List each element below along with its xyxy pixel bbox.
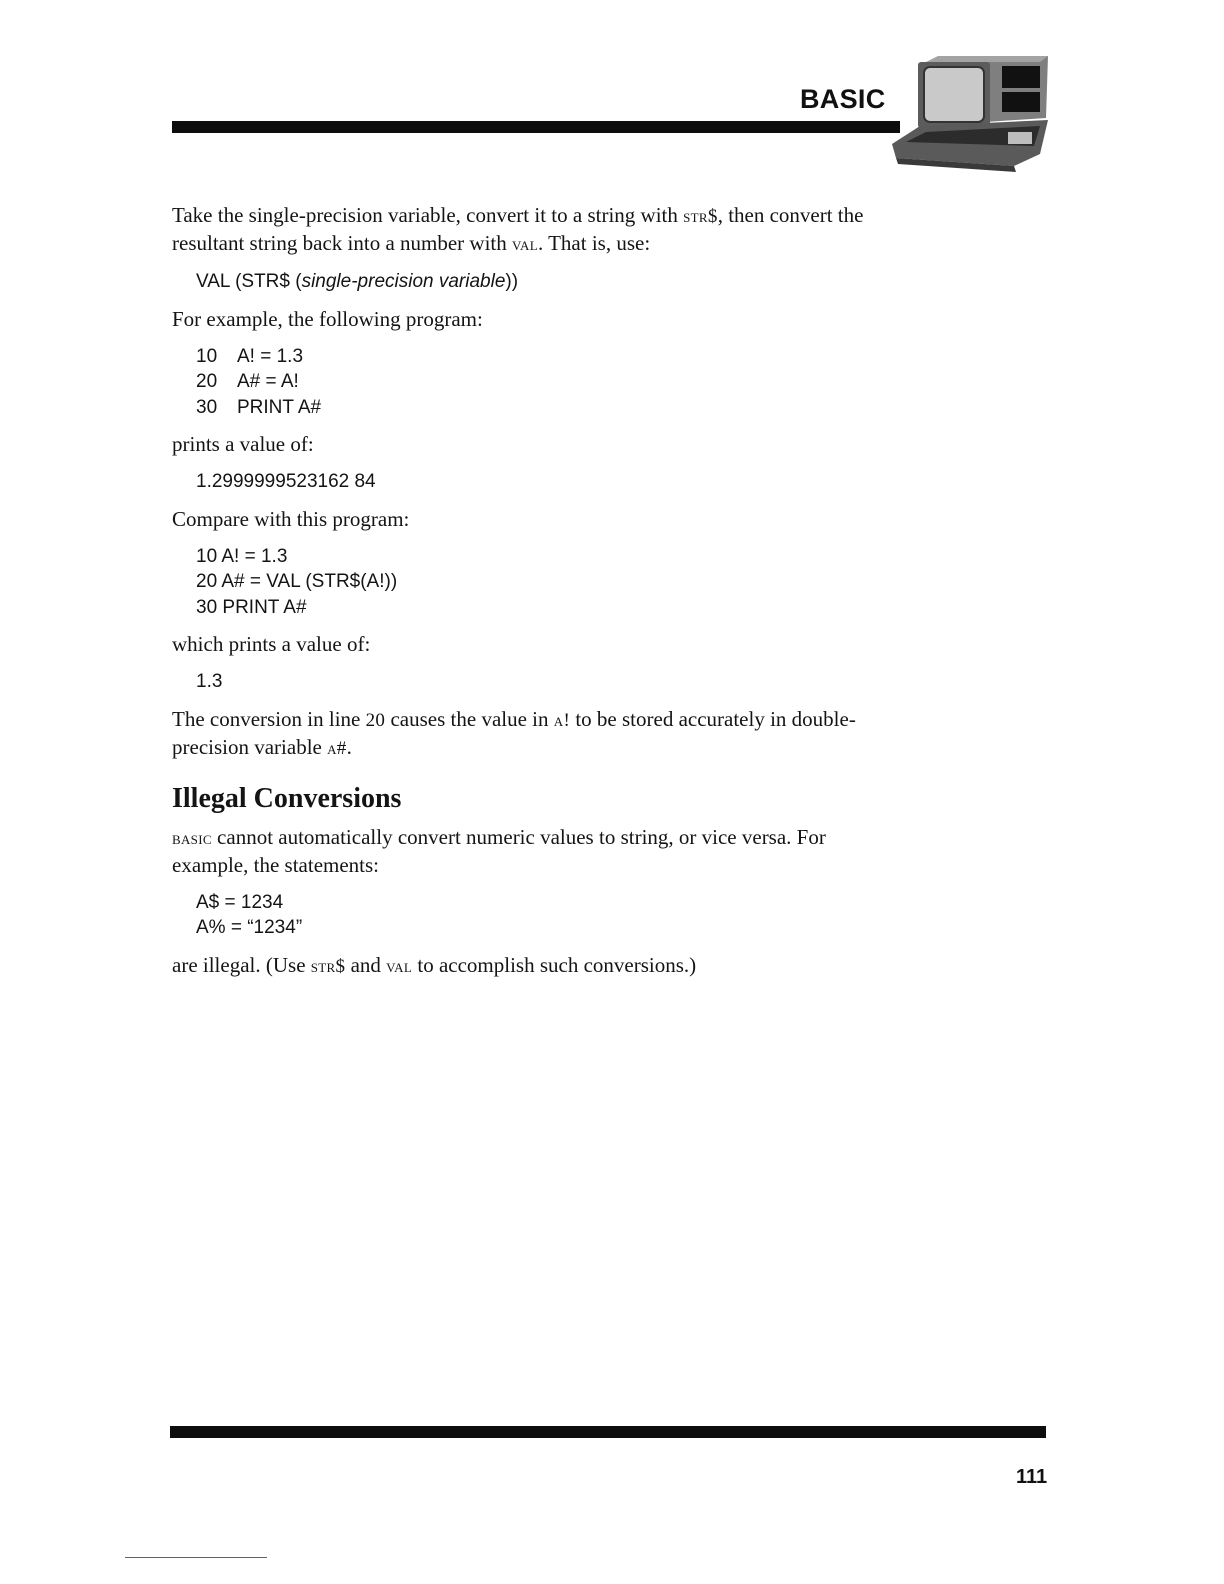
example1-result: 1.2999999523162 84 [196, 471, 376, 492]
intro-paragraph [172, 202, 892, 258]
example2-result: 1.3 [196, 671, 223, 692]
program2-line: 10 A! = 1.3 [196, 545, 288, 567]
illegal-statement: A% = “1234” [196, 917, 303, 938]
formula-prefix: VAL (STR$ ( [196, 271, 302, 292]
program2-line: 20 A# = VAL (STR$(A!)) [196, 571, 398, 592]
line-number: 30 [196, 396, 218, 418]
section-heading: Illegal Conversions [172, 782, 402, 814]
monitor-screen [924, 67, 984, 122]
closing-text-3: to accomplish such conversions.) [412, 952, 697, 977]
header-rule [172, 121, 900, 133]
illegal-paragraph [172, 824, 892, 879]
illegal-text: cannot automatically convert numeric values to string, or vice versa. For example, the statements: [172, 824, 826, 877]
disk-drive-upper [1002, 66, 1040, 88]
line-code: A# = A! [237, 371, 299, 392]
page-content [172, 202, 892, 980]
program1-line [172, 344, 892, 370]
note-text-3: to be stored accurately in double-precision variable [172, 706, 856, 759]
intro-text-3: . That is, use: [537, 231, 651, 255]
page-number: 111 [1016, 1466, 1048, 1488]
note-text-2: causes the value in [385, 706, 554, 731]
code-val: val [512, 234, 538, 255]
closing-text-1: are illegal. (Use [172, 952, 311, 977]
header-title: BASIC [800, 84, 886, 114]
note-text-4: . [346, 734, 352, 759]
example2-lead: Compare with this program: [172, 506, 410, 531]
code-basic: basic [172, 827, 212, 849]
illegal-closing [172, 952, 892, 980]
program1-line [172, 395, 892, 421]
formula-italic: single-precision variable [301, 271, 506, 292]
program1-line [172, 369, 892, 395]
note-text-1: The conversion in line [172, 706, 366, 731]
closing-text-2: and [345, 952, 387, 977]
computer-top [926, 56, 1048, 62]
intro-text-2: , then convert the resultant string back into a number with [172, 203, 864, 255]
computer-illustration [890, 54, 1050, 176]
line-code: A! = 1.3 [237, 345, 304, 367]
intro-text-1: Take the single-precision variable, convert it to a string with [172, 203, 684, 227]
code-str: str$ [310, 955, 346, 977]
example1-result-lead: prints a value of: [172, 432, 314, 456]
line-number: 20 [196, 371, 218, 392]
formula-line [172, 269, 892, 295]
note-var-single: a! [553, 709, 571, 731]
keypad [1008, 132, 1032, 144]
code-str: str$ [683, 206, 718, 227]
conversion-note [172, 706, 892, 762]
line-code: PRINT A# [237, 396, 322, 418]
program2-line: 30 PRINT A# [196, 596, 307, 618]
note-var-double: a# [327, 737, 347, 759]
footer-link-underline [125, 1557, 267, 1558]
line-number: 10 [196, 345, 218, 367]
code-val: val [386, 955, 413, 977]
example2-result-lead: which prints a value of: [172, 632, 371, 656]
example1-lead: For example, the following program: [172, 306, 483, 331]
note-line-number: 20 [365, 709, 386, 731]
disk-drive-lower [1002, 92, 1040, 112]
illegal-statement: A$ = 1234 [196, 891, 284, 913]
formula-suffix: )) [505, 271, 519, 292]
footer-rule [170, 1426, 1046, 1438]
